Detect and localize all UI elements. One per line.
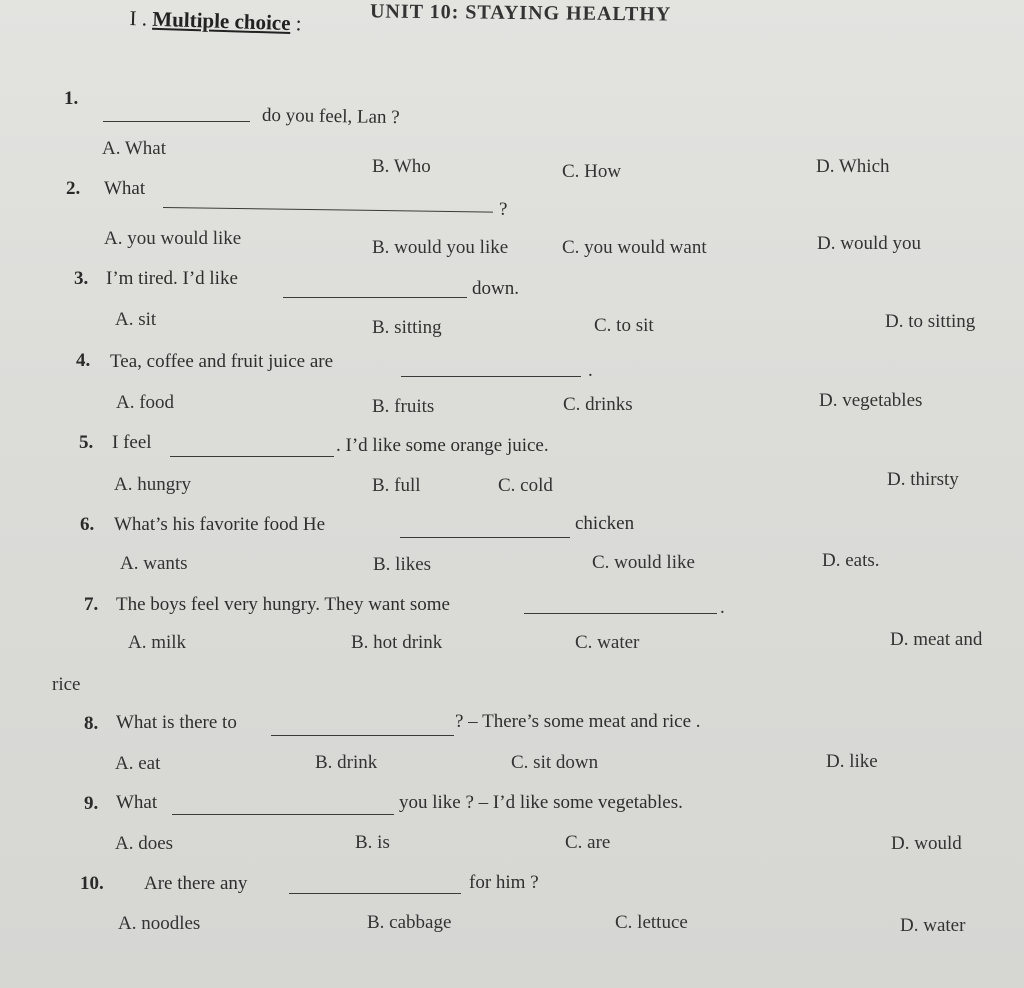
option-a[interactable]: A. eat xyxy=(115,753,161,774)
question-text-before: What’s his favorite food He xyxy=(114,514,326,535)
question-text-before: What xyxy=(116,792,158,813)
question-text-before: What is there to xyxy=(116,712,237,733)
answer-blank[interactable] xyxy=(289,893,461,894)
option-b[interactable]: B. would you like xyxy=(372,237,509,258)
question-number: 8. xyxy=(84,713,99,734)
question-text-after: you like ? – I’d like some vegetables. xyxy=(399,792,683,813)
question-number: 9. xyxy=(84,793,99,814)
option-c[interactable]: C. How xyxy=(562,161,622,182)
question-text-after: ? xyxy=(499,199,508,220)
question-text-before: Tea, coffee and fruit juice are xyxy=(110,351,334,372)
section-heading xyxy=(129,6,302,36)
option-c[interactable]: C. to sit xyxy=(594,315,654,336)
question-text-before: I’m tired. I’d like xyxy=(106,268,238,289)
question-text-after: ? – There’s some meat and rice . xyxy=(455,711,701,732)
question-number: 4. xyxy=(76,350,91,371)
option-d[interactable]: D. would you xyxy=(817,233,921,254)
option-b[interactable]: B. likes xyxy=(373,554,432,575)
question-number: 7. xyxy=(84,594,99,615)
option-a[interactable]: A. you would like xyxy=(104,228,242,249)
option-d[interactable]: D. water xyxy=(900,915,966,936)
option-d[interactable]: D. Which xyxy=(816,156,890,177)
option-c[interactable]: C. water xyxy=(575,632,640,653)
answer-blank[interactable] xyxy=(172,814,394,815)
section-suffix: : xyxy=(290,11,302,36)
question-text-before: The boys feel very hungry. They want some xyxy=(116,594,450,615)
question-text-after: do you feel, Lan ? xyxy=(261,104,400,129)
option-d[interactable]: D. vegetables xyxy=(819,390,923,411)
option-b[interactable]: B. is xyxy=(355,832,390,853)
option-c[interactable]: C. drinks xyxy=(563,394,633,415)
option-b[interactable]: B. full xyxy=(372,475,421,496)
option-c[interactable]: C. would like xyxy=(592,552,695,573)
answer-blank[interactable] xyxy=(170,456,334,457)
answer-blank[interactable] xyxy=(283,297,467,298)
answer-blank[interactable] xyxy=(271,735,454,736)
option-b[interactable]: B. cabbage xyxy=(367,912,452,933)
question-text-before: I feel xyxy=(112,432,152,453)
question-text-before: What xyxy=(104,178,146,199)
question-text-before: Are there any xyxy=(144,873,248,894)
option-d[interactable]: D. to sitting xyxy=(885,311,976,332)
question-number: 6. xyxy=(80,514,95,535)
question-text-after: for him ? xyxy=(469,872,539,893)
option-a[interactable]: A. hungry xyxy=(114,474,192,495)
question-number: 3. xyxy=(74,268,89,289)
option-a[interactable]: A. What xyxy=(102,138,167,159)
question-number: 10. xyxy=(80,873,104,894)
option-a[interactable]: A. milk xyxy=(128,632,187,653)
question-text-after: . xyxy=(588,360,593,381)
option-d-wrap: rice xyxy=(52,674,81,695)
option-c[interactable]: C. cold xyxy=(498,475,553,496)
answer-blank[interactable] xyxy=(401,376,581,377)
question-number: 1. xyxy=(64,88,79,109)
option-d[interactable]: D. like xyxy=(826,751,878,772)
section-prefix: I . xyxy=(129,6,153,31)
option-d[interactable]: D. eats. xyxy=(822,550,880,571)
question-text-after: down. xyxy=(472,278,519,299)
option-a[interactable]: A. sit xyxy=(115,309,157,330)
option-a[interactable]: A. food xyxy=(116,392,175,413)
unit-title: UNIT 10: STAYING HEALTHY xyxy=(369,0,672,26)
option-d[interactable]: D. meat and xyxy=(890,629,983,650)
option-d[interactable]: D. would xyxy=(891,833,962,854)
option-d[interactable]: D. thirsty xyxy=(887,469,959,490)
answer-blank[interactable] xyxy=(400,537,570,538)
answer-blank[interactable] xyxy=(524,613,717,614)
option-c[interactable]: C. sit down xyxy=(511,752,599,773)
option-c[interactable]: C. lettuce xyxy=(615,912,688,933)
question-text-after: . I’d like some orange juice. xyxy=(336,435,549,456)
option-c[interactable]: C. you would want xyxy=(562,237,707,258)
option-b[interactable]: B. drink xyxy=(315,752,378,773)
option-b[interactable]: B. Who xyxy=(372,156,431,177)
option-c[interactable]: C. are xyxy=(565,832,611,853)
question-number: 2. xyxy=(66,178,81,199)
option-a[interactable]: A. noodles xyxy=(118,913,201,934)
section-label: Multiple choice xyxy=(151,6,291,36)
question-number: 5. xyxy=(79,432,94,453)
option-a[interactable]: A. wants xyxy=(120,553,188,574)
question-text-after: chicken xyxy=(575,513,635,534)
question-text-after: . xyxy=(720,597,725,618)
answer-blank[interactable] xyxy=(103,121,250,122)
option-b[interactable]: B. hot drink xyxy=(351,632,443,653)
answer-blank[interactable] xyxy=(163,207,493,213)
option-b[interactable]: B. fruits xyxy=(372,396,435,417)
option-b[interactable]: B. sitting xyxy=(372,317,442,338)
option-a[interactable]: A. does xyxy=(115,833,174,854)
